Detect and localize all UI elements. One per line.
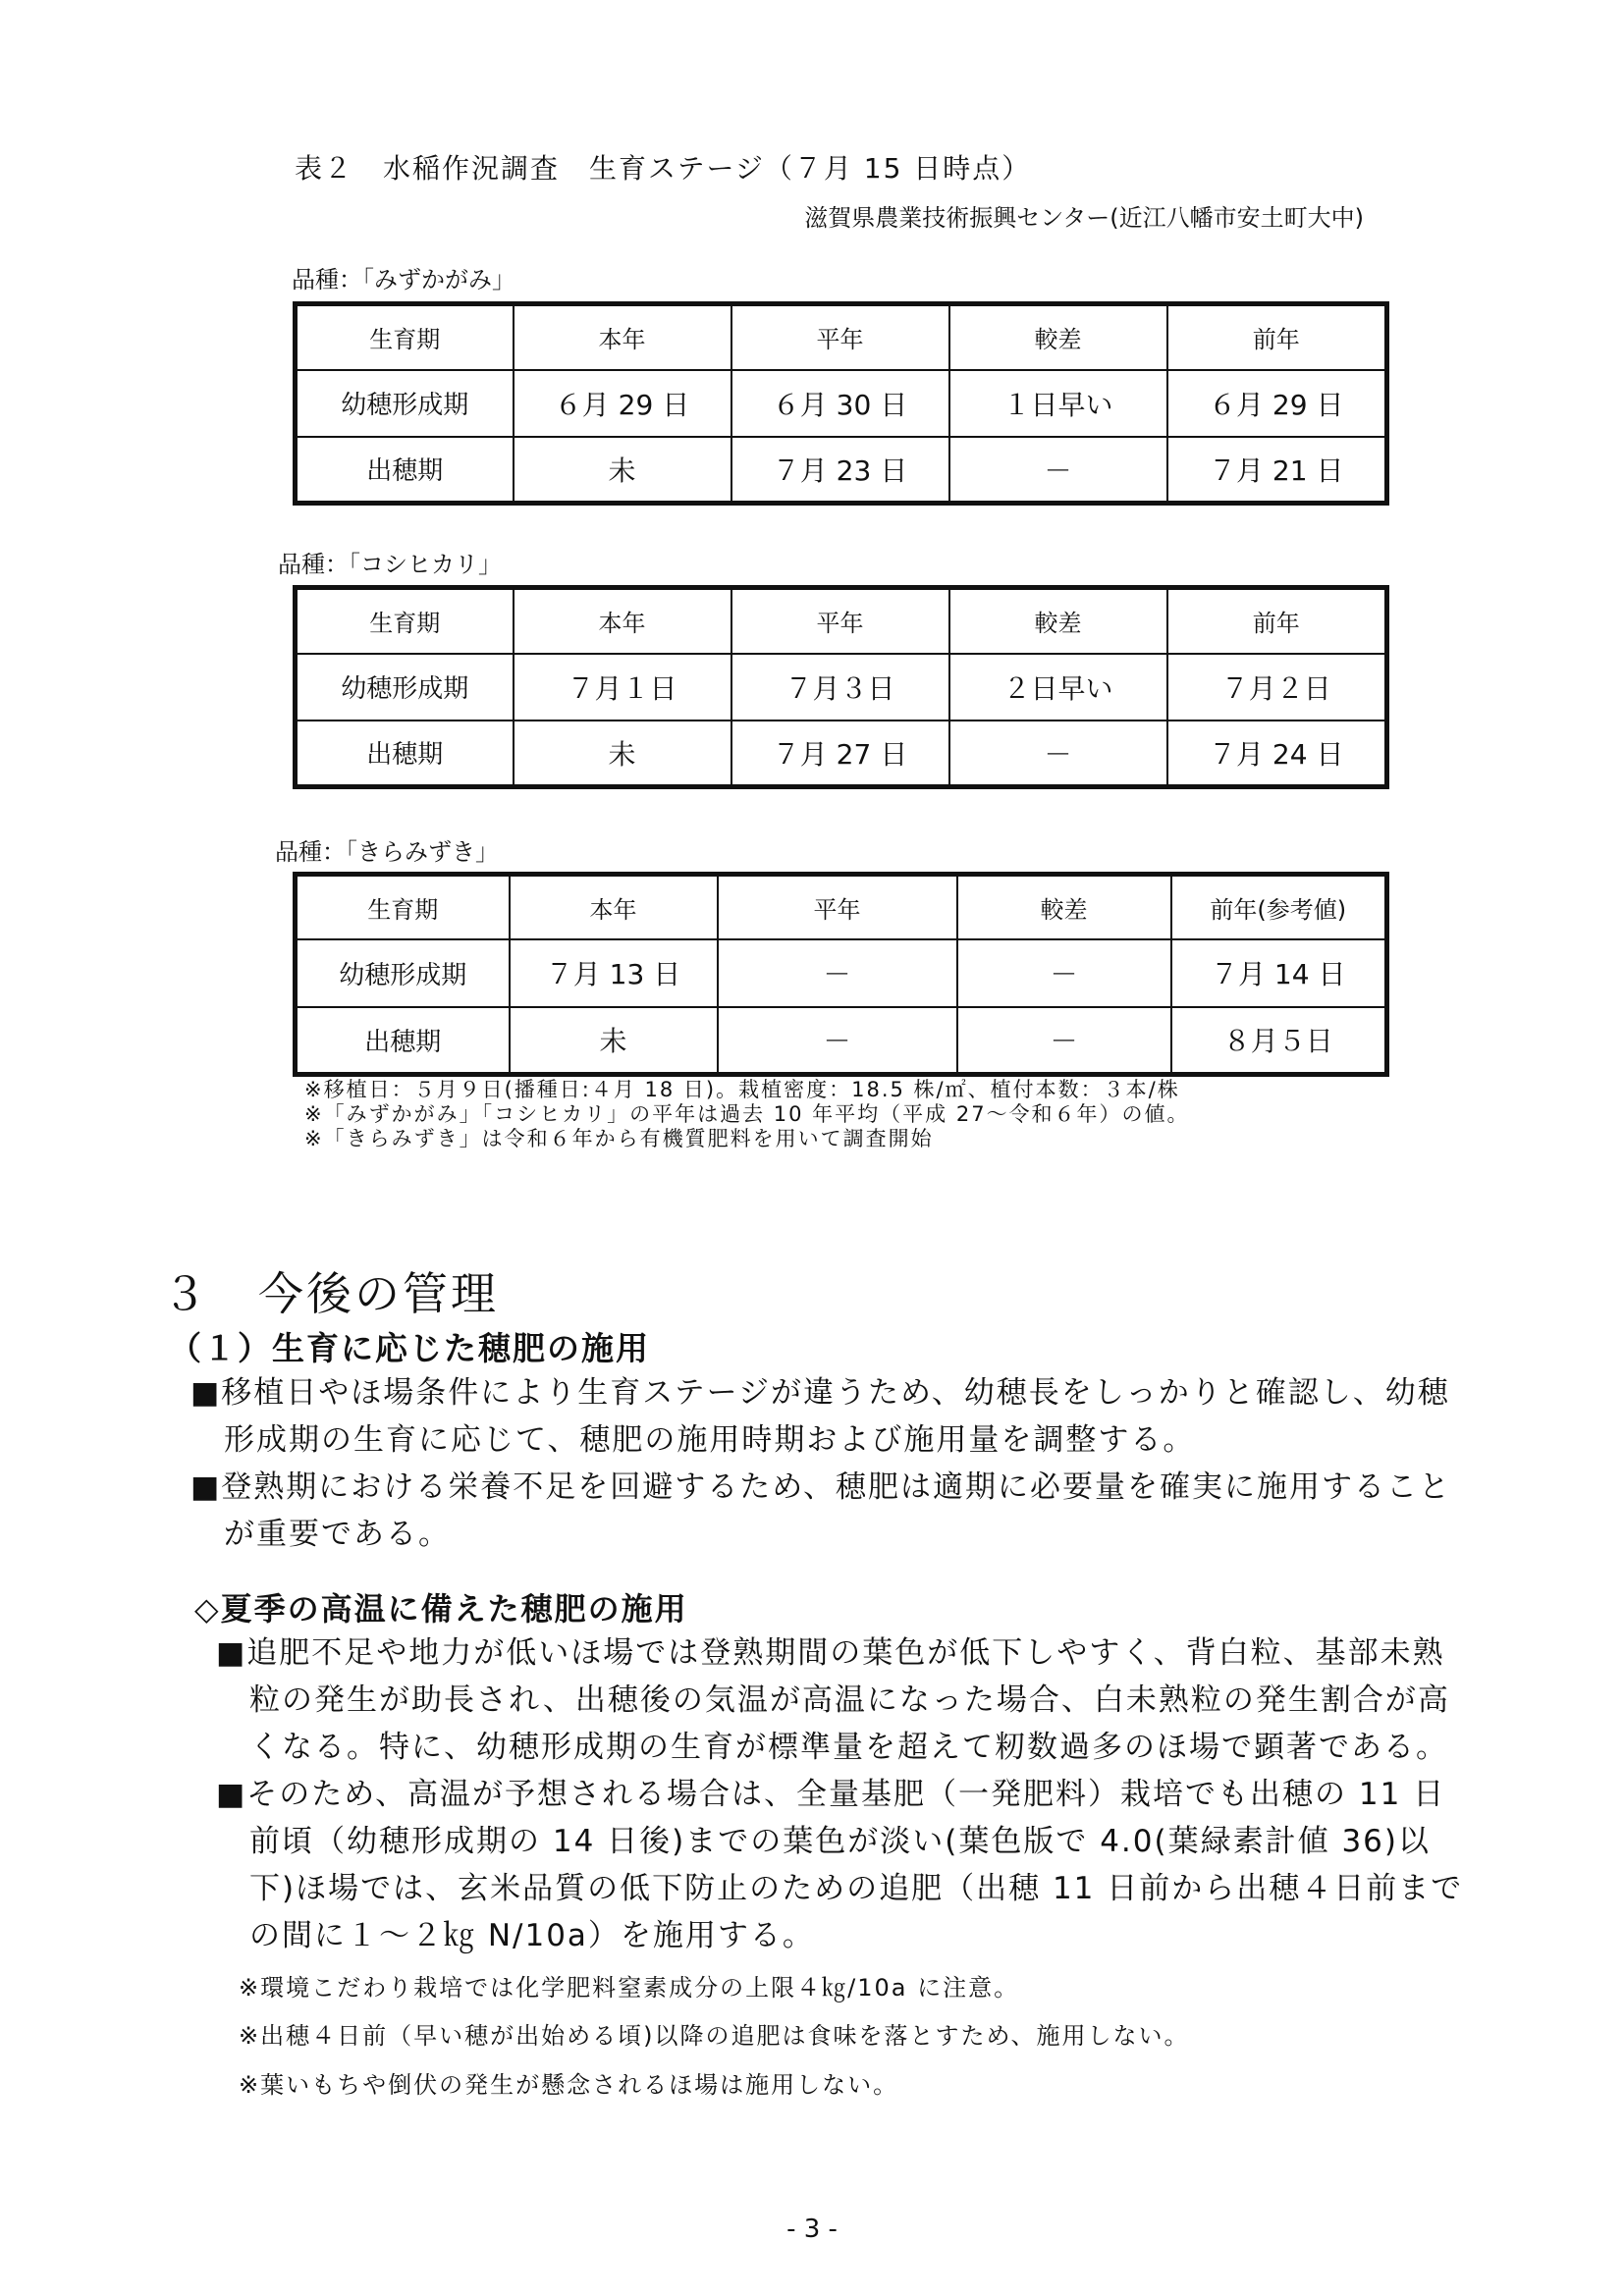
table-row bbox=[296, 721, 1387, 787]
variety-label-koshihikari: 品種：「コシヒカリ」 bbox=[278, 551, 502, 578]
management-bullets bbox=[190, 1369, 1476, 1558]
header-cell: 平年 bbox=[731, 304, 949, 370]
table-cell: １日早い bbox=[949, 370, 1167, 437]
table-cell: － bbox=[718, 939, 957, 1007]
table-row bbox=[296, 370, 1387, 437]
table-source: 滋賀県農業技術振興センター(近江八幡市安土町大中) bbox=[804, 204, 1364, 232]
subsection-heading: （１）生育に応じた穂肥の施用 bbox=[169, 1329, 650, 1367]
table-cell: ７月 14 日 bbox=[1171, 939, 1387, 1007]
header-cell: 生育期 bbox=[296, 875, 510, 939]
table-cell: ７月 23 日 bbox=[731, 437, 949, 504]
row-label: 幼穂形成期 bbox=[296, 654, 514, 721]
table-cell: － bbox=[718, 1007, 957, 1075]
bullet-paragraph: ■登熟期における栄養不足を回避するため、穂肥は適期に必要量を確実に施用することが重要である。 bbox=[190, 1469, 1452, 1552]
table-row bbox=[296, 1007, 1387, 1075]
table-cell: 未 bbox=[514, 721, 731, 787]
table-cell: ７月 24 日 bbox=[1167, 721, 1387, 787]
table-cell: ６月 29 日 bbox=[1167, 370, 1387, 437]
table-cell: 未 bbox=[510, 1007, 718, 1075]
table-cell: － bbox=[957, 939, 1171, 1007]
table-cell: 未 bbox=[514, 437, 731, 504]
table-notes bbox=[304, 1078, 1190, 1151]
header-cell: 本年 bbox=[510, 875, 718, 939]
header-cell: 平年 bbox=[718, 875, 957, 939]
header-cell: 前年 bbox=[1167, 304, 1387, 370]
fertilizer-note: ※出穂４日前（早い穂が出始める頃)以降の追肥は食味を落とすため、施用しない。 bbox=[239, 2022, 1190, 2050]
row-label: 幼穂形成期 bbox=[296, 939, 510, 1007]
table-cell: － bbox=[949, 437, 1167, 504]
fertilizer-note: ※葉いもちや倒伏の発生が懸念されるほ場は施用しない。 bbox=[239, 2071, 899, 2099]
header-cell: 前年(参考値) bbox=[1171, 875, 1387, 939]
table-cell: ７月 21 日 bbox=[1167, 437, 1387, 504]
header-cell: 生育期 bbox=[296, 588, 514, 654]
header-cell: 較差 bbox=[957, 875, 1171, 939]
header-cell: 較差 bbox=[949, 588, 1167, 654]
growth-table-koshihikari bbox=[293, 585, 1389, 789]
table-header-row bbox=[296, 588, 1387, 654]
bullet-paragraph: ■移植日やほ場条件により生育ステージが違うため、幼穂長をしっかりと確認し、幼穂形成期の生育に応じて、穂肥の施用時期および施用量を調整する。 bbox=[190, 1375, 1450, 1458]
header-cell: 較差 bbox=[949, 304, 1167, 370]
row-label: 出穂期 bbox=[296, 721, 514, 787]
table-cell: ６月 29 日 bbox=[514, 370, 731, 437]
high-temp-bullets bbox=[216, 1629, 1477, 1959]
table-cell: ６月 30 日 bbox=[731, 370, 949, 437]
variety-label-kiramizuki: 品種：「きらみずき」 bbox=[275, 838, 499, 866]
page-number: - 3 - bbox=[786, 2215, 838, 2244]
header-cell: 平年 bbox=[731, 588, 949, 654]
table-cell: ７月 13 日 bbox=[510, 939, 718, 1007]
table-row bbox=[296, 437, 1387, 504]
variety-label-mizukagami: 品種：「みずかがみ」 bbox=[292, 266, 515, 294]
row-label: 幼穂形成期 bbox=[296, 370, 514, 437]
table-row bbox=[296, 654, 1387, 721]
fertilizer-note: ※環境こだわり栽培では化学肥料窒素成分の上限４㎏/10a に注意。 bbox=[239, 1974, 1020, 2002]
table-cell: ７月３日 bbox=[731, 654, 949, 721]
growth-table-mizukagami bbox=[293, 301, 1389, 506]
row-label: 出穂期 bbox=[296, 437, 514, 504]
table-header-row bbox=[296, 304, 1387, 370]
table-cell: ７月１日 bbox=[514, 654, 731, 721]
table-cell: ２日早い bbox=[949, 654, 1167, 721]
table-cell: ８月５日 bbox=[1171, 1007, 1387, 1075]
header-cell: 本年 bbox=[514, 304, 731, 370]
row-label: 出穂期 bbox=[296, 1007, 510, 1075]
table-note: ※「みずかがみ」「コシヒカリ」の平年は過去 10 年平均（平成 27～令和６年）の値。 bbox=[304, 1102, 1190, 1126]
table-note: ※「きらみずき」は令和６年から有機質肥料を用いて調査開始 bbox=[304, 1127, 934, 1150]
bullet-paragraph: ■追肥不足や地力が低いほ場では登熟期間の葉色が低下しやすく、背白粒、基部未熟粒の発生が助長され、出穂後の気温が高温になった場合、白未熟粒の発生割合が高くなる。特に、幼穂形成期の生育が標準量を超えて籾数過多のほ場で顕著である。 bbox=[216, 1635, 1450, 1765]
header-cell: 本年 bbox=[514, 588, 731, 654]
table-cell: ７月２日 bbox=[1167, 654, 1387, 721]
growth-table-kiramizuki bbox=[293, 872, 1389, 1077]
table-row bbox=[296, 939, 1387, 1007]
header-cell: 生育期 bbox=[296, 304, 514, 370]
table-title: 表２ 水稲作況調査 生育ステージ（７月 15 日時点） bbox=[295, 152, 1032, 185]
table-cell: ７月 27 日 bbox=[731, 721, 949, 787]
table-header-row bbox=[296, 875, 1387, 939]
table-note: ※移植日：５月９日(播種日:４月 18 日)。栽植密度：18.5 株/㎡、植付本数：３本/株 bbox=[304, 1078, 1180, 1101]
diamond-heading: ◇夏季の高温に備えた穂肥の施用 bbox=[194, 1590, 688, 1628]
table-cell: － bbox=[957, 1007, 1171, 1075]
table-cell: － bbox=[949, 721, 1167, 787]
section-heading: ３ 今後の管理 bbox=[162, 1267, 499, 1320]
header-cell: 前年 bbox=[1167, 588, 1387, 654]
bullet-paragraph: ■そのため、高温が予想される場合は、全量基肥（一発肥料）栽培でも出穂の 11 日前頃（幼穂形成期の 14 日後)までの葉色が淡い(葉色版で 4.0(葉緑素計値 36)以下)ほ場では、玄米品質の低下防止のための追肥（出穂 11 日前から出穂４日前までの間に１～２㎏ N/10a）を施用する。 bbox=[216, 1777, 1464, 1953]
